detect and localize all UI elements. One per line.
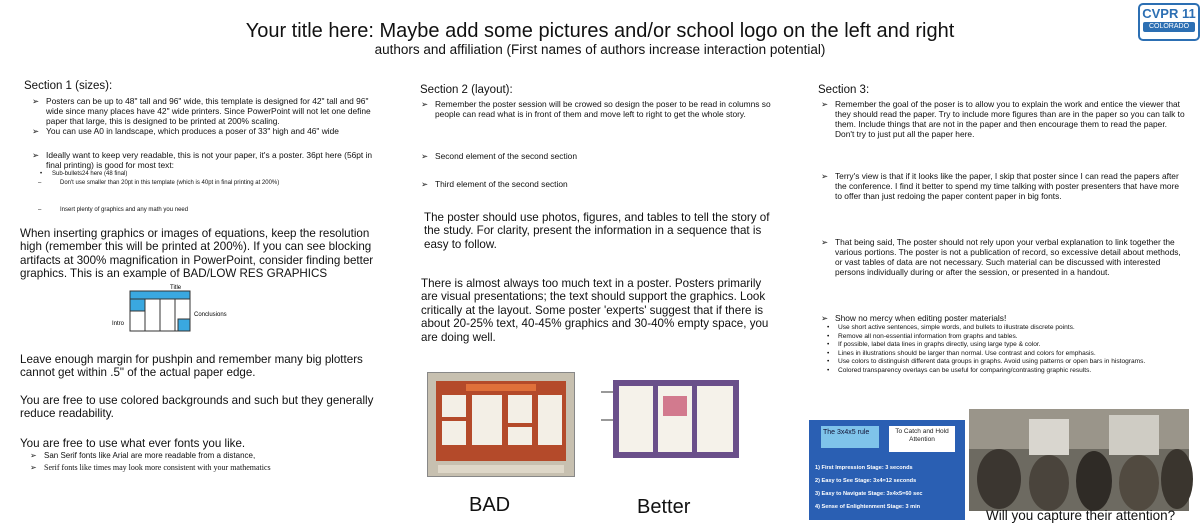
col3-bullet-4-text: Show no mercy when editing poster materials! [835,313,1007,323]
rule-sign-subtitle: To Catch and Hold Attention [889,426,955,452]
col3-sub-item: • Use short active sentences, simple words, and bullets to illustrate discrete points. [827,324,1075,331]
col3-bullet-3: ➢ That being said, The poster should not rely upon your verbal explanation to link together the various portions. The poster is not a publication of record, so excessive detail about methods, or vast tables of data are not necessary. Such material can be discussed with interested persons individually during or after the session, or presented in a handout. [821,237,1181,277]
better-poster-graphic [597,374,743,470]
col3-bullet-4: ➢ Show no mercy when editing poster materials! [821,313,1007,323]
col1-bullet-3-text: Ideally want to keep very readable, this is not your paper, it's a poster. 36pt here (56pt in final printing) is good for most text: [46,150,373,170]
bad-poster-box-6 [538,395,562,445]
bad-poster-box-3 [472,395,502,445]
diagram-conclusions-label: Conclusions [194,312,227,318]
col3-sub-item: • Lines in illustrations should be larger than normal. Use contrast and colors for emphasis. [827,349,1096,357]
rule-sign-title: The 3x4x5 rule [821,426,879,448]
col3-sub-item-text: Lines in illustrations should be larger than normal. Use contrast and colors for emphasis. [838,349,1096,357]
better-poster-thumbnail [597,374,743,470]
col1-font-bullet-2-text: Serif fonts like times may look more consistent with your mathematics [44,463,271,472]
col2-para-text-amount: There is almost always too much text in a poster. Posters primarily are visual presentations; the text should support the graphics. Look critically at the layout. Some poster 'experts' suggest that if there is about 20-25% text, 40-45% graphics and 30-40% empty space, you are doing well. [421,277,769,344]
better-poster-figure [663,396,687,416]
col1-bullet-1: ➢ Posters can be up to 48" tall and 96" wide, this template is designed for 42" tall and 96" wide since many places have 42" wide printers. Since PowerPoint will not let one define paper that large, this is designed to be printed at 200% scaling. [32,96,371,126]
col1-font-bullet-1-text: San Serif fonts like Arial are more readable from a distance, [44,451,256,460]
diagram-title-label: Title [170,285,182,291]
col1-para-fonts: You are free to use what ever fonts you like. [20,437,246,450]
col1-sub-3: – Insert plenty of graphics and any math you need [38,207,189,213]
capture-caption: Will you capture their attention? [986,508,1176,523]
col1-para-backgrounds: You are free to use colored backgrounds and such but they generally reduce readability. [20,394,374,421]
col1-font-bullet-1: ➢ San Serif fonts like Arial are more readable from a distance, [30,451,256,460]
col3-sub-list [827,324,1183,376]
crowd-person [1119,455,1159,511]
logo-bottom-text: COLORADO [1143,22,1195,32]
col3-sub-item: • Colored transparency overlays can be useful for comparing/contrasting graphic results. [827,366,1092,374]
bad-poster-graphic [428,373,574,476]
rule-stage: 1) First Impression Stage: 3 seconds [815,465,913,471]
authors-line: authors and affiliation (First names of authors increase interaction potential) [374,42,826,57]
col1-font-bullet-2: ➢ Serif fonts like times may look more consistent with your mathematics [30,463,271,472]
diagram-intro-label: Intro [112,321,125,327]
col3-sub-item: • Use colors to distinguish different data groups in graphs. Avoid using patterns or open bars in histograms. [827,358,1146,366]
logo-top-text: CVPR 11 [1142,6,1196,21]
crowd-poster-board-1 [1029,419,1069,455]
bad-poster-notes [438,465,564,473]
col2-bullet-3: ➢ Third element of the second section [421,179,568,189]
rule-sign-photo [809,420,965,520]
rule-stage: 2) Easy to See Stage: 3x4=12 seconds [815,478,917,484]
crowd-poster-board-2 [1109,415,1159,455]
bad-label: BAD [469,494,511,516]
col1-para-margin: Leave enough margin for pushpin and remember many big plotters cannot get within .5" of the actual paper edge. [20,353,363,380]
col3-sub-item-text: Use short active sentences, simple words, and bullets to illustrate discrete points. [838,324,1075,331]
section1-heading: Section 1 (sizes): [24,80,113,92]
bad-poster-box-1 [442,395,466,417]
col1-bullet-3: ➢ Ideally want to keep very readable, this is not your paper, it's a poster. 36pt here (56pt in final printing) is good for most text: [32,150,373,170]
bad-poster-thumbnail [427,372,575,477]
col2-bullet-2-text: Second element of the second section [435,151,578,161]
crowd-photo [969,409,1189,511]
bad-poster-title [466,384,536,391]
col1-para-graphics: When inserting graphics or images of equations, keep the resolution high (remember this will be printed at 200%). If you can see blocking artifacts at 300% magnification in PowerPoint, consider finding better graphics. This is an example of BAD/LOW RES GRAPHICS [20,227,374,281]
crowd-person [1161,449,1193,509]
diagram-title-bar [130,291,190,299]
cvpr-logo [1138,3,1200,41]
col3-bullet-1: ➢ Remember the goal of the poser is to allow you to explain the work and entice the viewer that they should read the paper. Try to include more figures than are in the paper so you can talk to them. Include things that are not in the paper and then encourage them to read the paper. Don't try to just put all the paper here. [821,99,1185,139]
col1-sub-2: – Don't use smaller than 20pt in this template (which is 40pt in final printing at 200%) [38,180,280,186]
col2-bullet-2: ➢ Second element of the second section [421,151,578,161]
col1-bullet-2-text: You can use A0 in landscape, which produces a poser of 33" high and 46" wide [46,126,339,136]
col1-bullet-2: ➢ You can use A0 in landscape, which produces a poser of 33" high and 46" wide [32,126,339,136]
col3-sub-item: • If possible, label data lines in graphs directly, using large type & color. [827,341,1041,349]
col2-bullet-1-text: Remember the poster session will be crowed so design the poser to be read in columns so people can read what is in front of them and move left to right to get the whole story. [435,99,771,119]
diagram-conclusion-box [178,319,190,331]
col3-sub-item: • Remove all non-essential information from graphs and tables. [827,332,1018,340]
better-poster-col-1 [619,386,653,452]
section2-heading: Section 2 (layout): [420,84,513,96]
col3-sub-item-text: Remove all non-essential information from graphs and tables. [838,332,1018,340]
col3-bullet-1-text: Remember the goal of the poser is to allow you to explain the work and entice the viewer that they should read the paper. Try to include more figures than are in the paper so you can talk to them. Include things that are not in the paper and then encourage them to read the paper. Don't try to just put all the paper here. [835,99,1185,139]
col2-bullet-1: ➢ Remember the poster session will be crowed so design the poser to be read in columns so people can read what is in front of them and move left to right to get the whole story. [421,99,771,119]
bad-poster-box-5 [508,427,532,445]
col1-sub-1: • Sub-bullets24 here (48 final) [40,171,128,177]
col3-sub-item-text: If possible, label data lines in graphs directly, using large type & color. [838,341,1041,349]
col2-bullet-3-text: Third element of the second section [435,179,568,189]
poster-title: Your title here: Maybe add some pictures and/or school logo on the left and right [245,20,955,42]
better-label: Better [637,496,691,518]
diagram-intro-box [130,299,145,311]
section3-heading: Section 3: [818,84,870,96]
col2-para-photos: The poster should use photos, figures, and tables to tell the story of the study. For clarity, present the information in a sequence that is easy to follow. [424,211,770,251]
col3-sub-item-text: Use colors to distinguish different data groups in graphs. Avoid using patterns or open bars in histograms. [838,358,1146,366]
better-poster-col-3 [697,386,733,452]
lowres-diagram [110,283,227,338]
col3-bullet-3-text: That being said, The poster should not rely upon your verbal explanation to link together the various portions. The poster is not a publication of record, so excessive detail about methods, or vast tables of data are not necessary. Such material can be discussed with interested persons individually during or after the session, or presented in a handout. [835,237,1181,277]
rule-sign-stages [815,462,961,514]
crowd-person [1076,451,1112,511]
rule-stage: 4) Sense of Enlightenment Stage: 3 min [815,504,921,510]
col3-bullet-2: ➢ Terry's view is that if it looks like the paper, I skip that poster since I can read the papers after the conference. I find it better to spend my time talking with poster presenters that have more to offer than just redoing the paper content paper in big fonts. [821,171,1180,201]
col3-bullet-2-text: Terry's view is that if it looks like the paper, I skip that poster since I can read the papers after the conference. I find it better to spend my time talking with poster presenters that have more to offer than just redoing the paper content paper in big fonts. [835,171,1180,201]
col1-bullet-1-text: Posters can be up to 48" tall and 96" wide, this template is designed for 42" tall and 96" wide since many places have 42" wide printers. Since PowerPoint will not let one define paper that large, this is designed to be printed at 200% scaling. [46,96,371,126]
crowd-graphic [969,409,1189,511]
crowd-person [977,449,1021,509]
col1-sub-3-text: Insert plenty of graphics and any math you need [60,207,189,213]
bad-poster-box-2 [442,421,466,445]
col3-sub-item-text: Colored transparency overlays can be useful for comparing/contrasting graphic results. [838,366,1092,374]
rule-stage: 3) Easy to Navigate Stage: 3x4x5=60 sec [815,491,923,497]
crowd-person [1029,455,1069,511]
bad-poster-box-4 [508,395,532,423]
better-poster-col-2 [658,386,692,452]
col1-sub-2-text: Don't use smaller than 20pt in this template (which is 40pt in final printing at 200%) [60,180,280,186]
col1-sub-1-text: Sub-bullets24 here (48 final) [52,171,128,177]
